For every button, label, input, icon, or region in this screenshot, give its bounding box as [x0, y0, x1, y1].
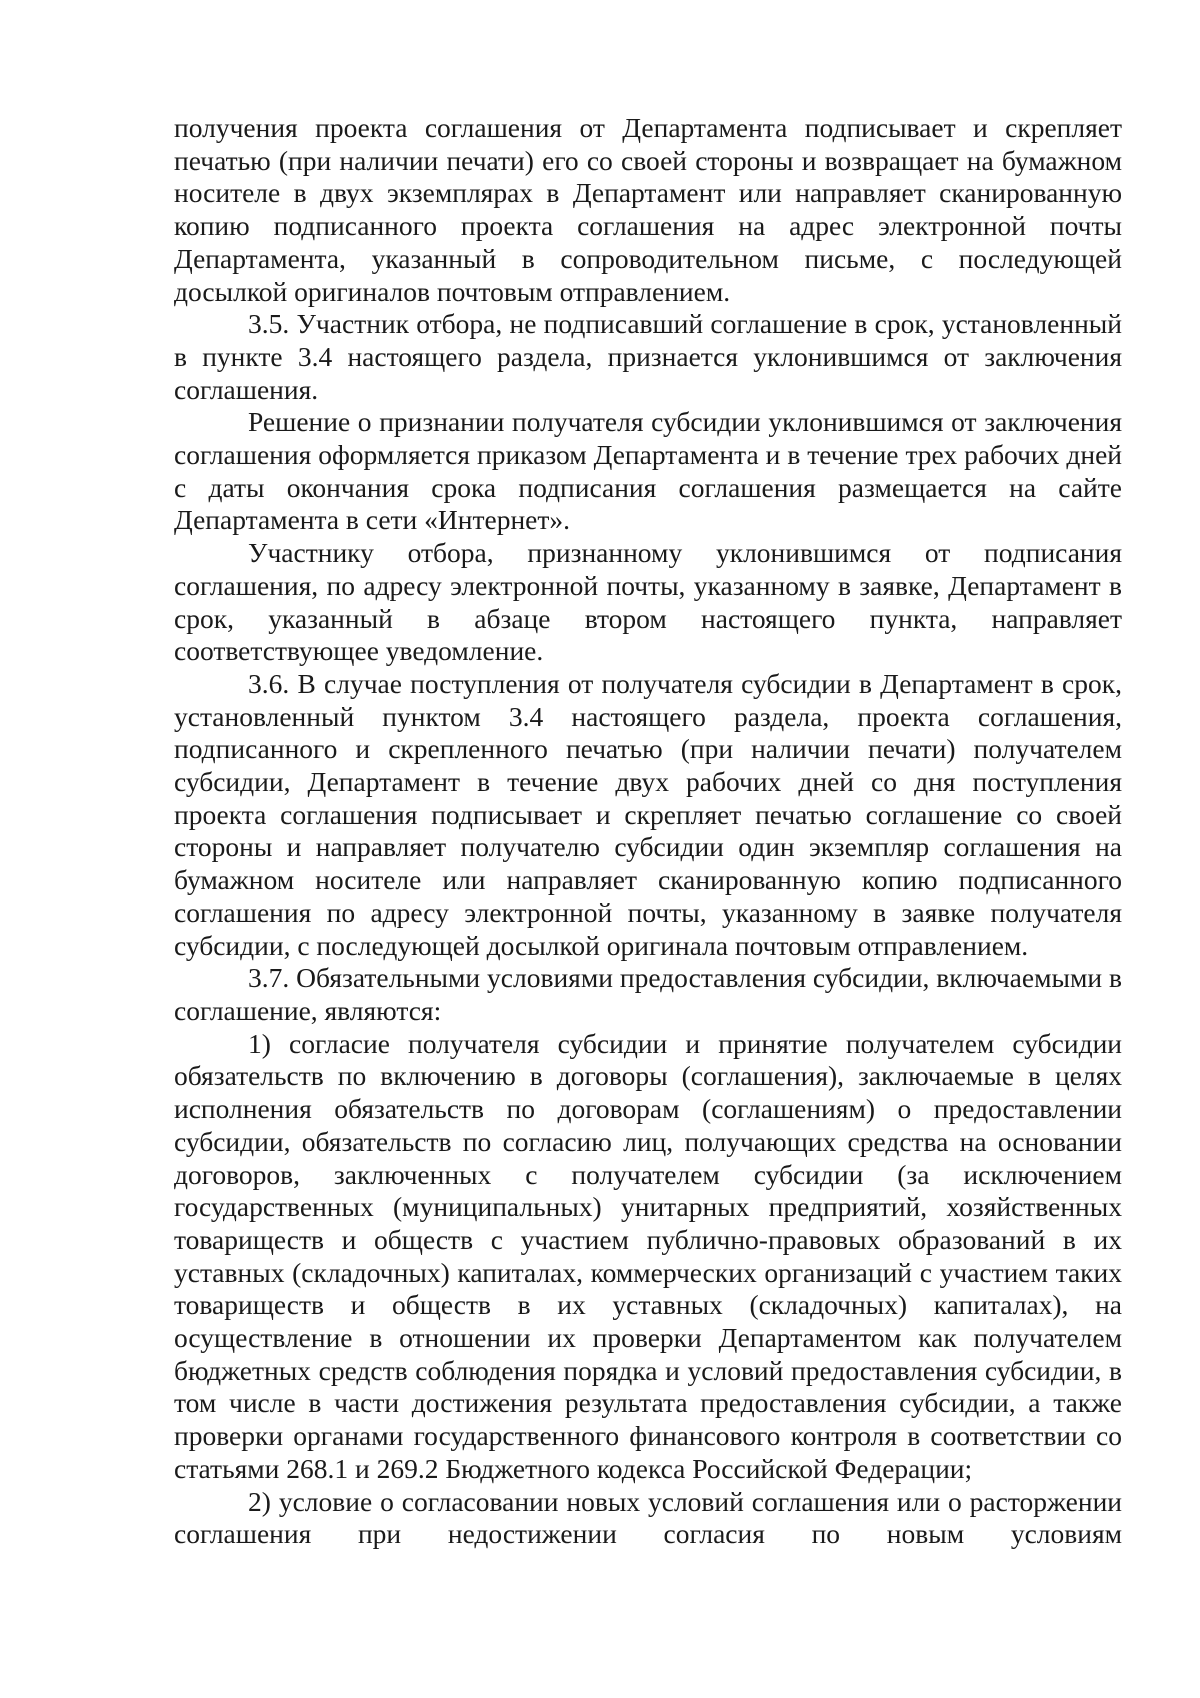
paragraph-3-5: 3.5. Участник отбора, не подписавший соглашение в срок, установленный в пункте 3.4 настоящего раздела, признается уклонившимся от заключения соглашения.	[174, 308, 1122, 405]
paragraph-3-7: 3.7. Обязательными условиями предоставления субсидии, включаемыми в соглашение, являются:	[174, 962, 1122, 1026]
paragraph-continuation: получения проекта соглашения от Департамента подписывает и скрепляет печатью (при наличии печати) его со своей стороны и возвращает на бумажном носителе в двух экземплярах в Департамент или направляет сканированную копию подписанного проекта соглашения на адрес электронной почты Департамента, указанный в сопроводительном письме, с последующей досылкой оригиналов почтовым отправлением.	[174, 112, 1122, 307]
list-item-1: 1) согласие получателя субсидии и принятие получателем субсидии обязательств по включению в договоры (соглашения), заключаемые в целях исполнения обязательств по договорам (соглашениям) о предоставлении субсидии, обязательств по согласию лиц, получающих средства на основании договоров, заключенных с получателем субсидии (за исключением государственных (муниципальных) унитарных предприятий, хозяйственных товариществ и обществ с участием публично-правовых образований в их уставных (складочных) капиталах, коммерческих организаций с участием таких товариществ и обществ в их уставных (складочных) капиталах), на осуществление в отношении их проверки Департаментом как получателем бюджетных средств соблюдения порядка и условий предоставления субсидии, в том числе в части достижения результата предоставления субсидии, а также проверки органами государственного финансового контроля в соответствии со статьями 268.1 и 269.2 Бюджетного кодекса Российской Федерации;	[174, 1027, 1122, 1484]
paragraph-decision: Решение о признании получателя субсидии уклонившимся от заключения соглашения оформляется приказом Департамента и в течение трех рабочих дней с даты окончания срока подписания соглашения размещается на сайте Департамента в сети «Интернет».	[174, 406, 1122, 536]
paragraph-3-6: 3.6. В случае поступления от получателя субсидии в Департамент в срок, установленный пунктом 3.4 настоящего раздела, проекта соглашения, подписанного и скрепленного печатью (при наличии печати) получателем субсидии, Департамент в течение двух рабочих дней со дня поступления проекта соглашения подписывает и скрепляет печатью соглашение со своей стороны и направляет получателю субсидии один экземпляр соглашения на бумажном носителе или направляет сканированную копию подписанного соглашения по адресу электронной почты, указанному в заявке получателя субсидии, с последующей досылкой оригинала почтовым отправлением.	[174, 667, 1122, 961]
document-body	[174, 112, 1122, 1551]
list-item-2: 2) условие о согласовании новых условий соглашения или о расторжении соглашения при недостижении согласия по новым условиям	[174, 1485, 1122, 1550]
paragraph-notice: Участнику отбора, признанному уклонившимся от подписания соглашения, по адресу электронной почты, указанному в заявке, Департамент в срок, указанный в абзаце втором настоящего пункта, направляет соответствующее уведомление.	[174, 537, 1122, 667]
